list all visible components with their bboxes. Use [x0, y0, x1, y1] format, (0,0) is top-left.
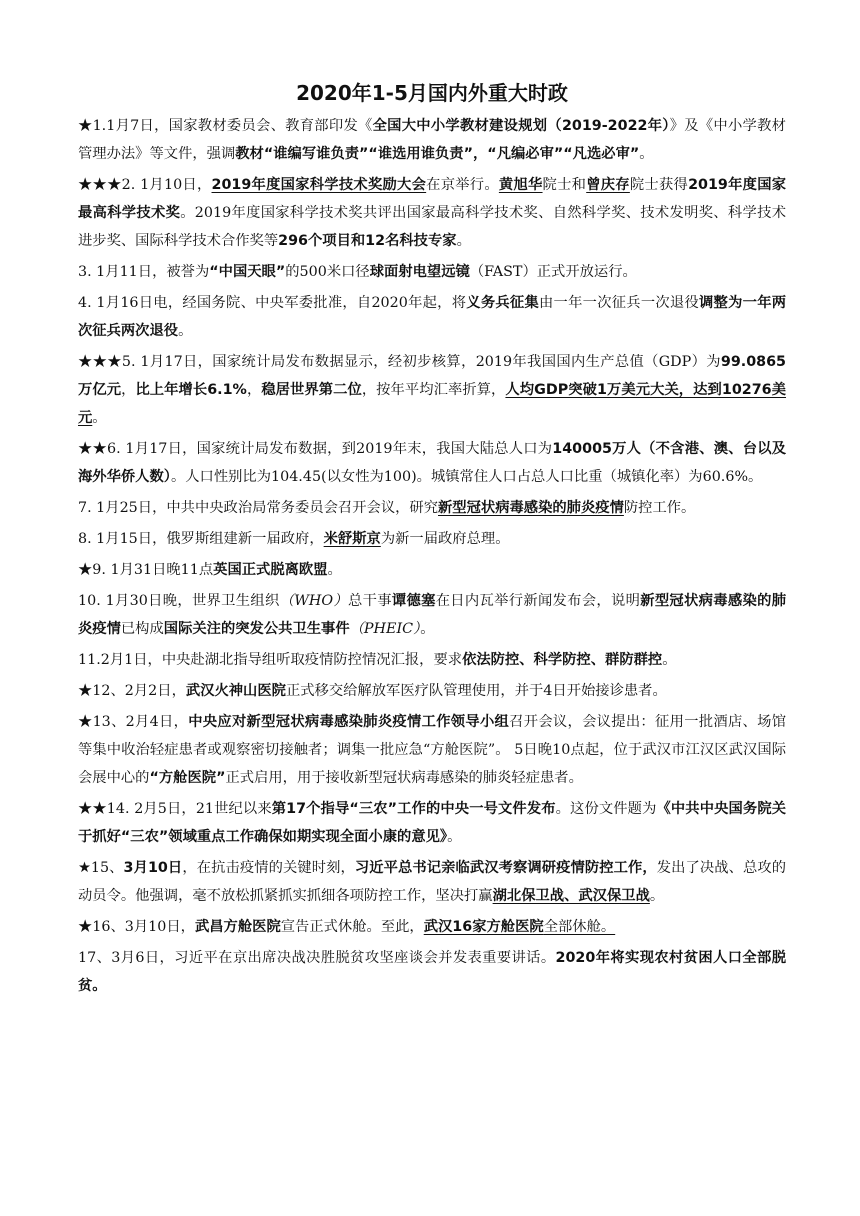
emphasis-text: 曾庆存 [586, 177, 630, 193]
body-text: 。 [420, 621, 435, 637]
body-text: 17、3月6日，习近平在京出席决战决胜脱贫攻坚座谈会并发表重要讲话。 [78, 950, 556, 966]
news-item [78, 854, 786, 910]
news-item [78, 258, 786, 286]
emphasis-text: 教材“谁编写谁负责”“谁选用谁负责”，“凡编必审”“凡选必审” [235, 146, 640, 162]
emphasis-text: 国际关注的突发公共卫生事件 [163, 621, 350, 637]
emphasis-text: 武昌方舱医院 [194, 919, 281, 935]
body-text: ★★14. 2月5日，21世纪以来 [78, 801, 272, 817]
body-text: 10. 1月30日晚，世界卫生组织 [78, 593, 280, 609]
news-item [78, 944, 786, 1000]
emphasis-text: 谭德塞 [391, 593, 436, 609]
news-item [78, 646, 786, 674]
emphasis-text: 第17个指导“三农”工作的中央一号文件发布 [271, 801, 556, 817]
news-item [78, 677, 786, 705]
body-text: 》及《中小学教材管理办法》等文件，强调 [78, 118, 786, 162]
body-text: 在日内瓦举行新闻发布会，说明 [435, 593, 641, 609]
emphasis-text: 中央应对新型冠状病毒感染肺炎疫情工作领导小组 [188, 714, 510, 730]
news-item [78, 348, 786, 432]
body-text: 。 [639, 146, 654, 162]
document-page [78, 78, 786, 1003]
body-text: （FAST）正式开放运行。 [469, 264, 637, 280]
body-text: 。 [327, 562, 342, 578]
body-text: ★★★2. 1月10日， [78, 177, 212, 193]
emphasis-text: 稳居世界第二位 [261, 382, 362, 398]
emphasis-text: 2019年度国家最高科学技术奖 [78, 177, 787, 221]
emphasis-text: 2020年将实现农村贫困人口全部脱贫。 [78, 950, 786, 994]
body-text: 。 [662, 652, 677, 668]
body-text: 。 [456, 233, 471, 249]
news-item [78, 556, 786, 584]
emphasis-text: 武汉16家方舱医院 [423, 919, 544, 935]
news-item [78, 795, 786, 851]
body-text: 在京举行。 [426, 177, 499, 193]
body-text: ★9. 1月31日晚11点 [78, 562, 214, 578]
emphasis-text: 米舒斯京 [323, 531, 381, 547]
emphasis-text: 球面射电望远镜 [369, 264, 470, 280]
body-text: 。 [92, 410, 107, 426]
emphasis-text: 武汉火神山医院 [185, 683, 286, 699]
body-text: ★1.1月7日，国家教材委员会、教育部印发《 [78, 118, 373, 134]
body-text: 。这份文件题为 [555, 801, 657, 817]
emphasis-text: 比上年增长6.1% [135, 382, 247, 398]
body-text: 。 [178, 323, 193, 339]
body-text: 召开会议，会议提出：征用一批酒店、场馆等集中收治轻症患者或观察密切接触者；调集一批应急“方舱医院”。 5日晚10点起，位于武汉市江汉区武汉国际会展中心的 [78, 714, 787, 786]
news-item [78, 289, 786, 345]
emphasis-text: 黄旭华 [498, 177, 543, 193]
body-text: 由一年一次征兵一次退役 [539, 295, 700, 311]
emphasis-text: 依法防控、科学防控、群防群控 [462, 652, 663, 668]
news-item [78, 587, 786, 643]
document-title: 2020年1-5月国内外重大时政 [296, 81, 568, 105]
body-text: ★★6. 1月17日，国家统计局发布数据，到2019年末，我国大陆总人口为 [78, 441, 553, 457]
body-text: ★16、3月10日， [78, 919, 195, 935]
emphasis-text: “中国天眼” [209, 264, 286, 280]
body-text: ， [246, 382, 262, 398]
news-item [78, 494, 786, 522]
body-text: 全部休舱。 [543, 919, 616, 935]
emphasis-text: 140005万人（不含港、澳、台以及海外华侨人数） [78, 441, 787, 485]
emphasis-text: 2019年度国家科学技术奖励大会 [211, 177, 427, 193]
body-text: 。 [649, 888, 665, 904]
emphasis-text: 《中共中央国务院关于抓好“三农”领域重点工作确保如期实现全面小康的意见》 [78, 801, 787, 845]
emphasis-text: 新型冠状病毒感染的肺炎疫情 [438, 500, 624, 516]
emphasis-text: 新型冠状病毒感染的肺炎疫情 [78, 593, 786, 637]
emphasis-text: 人均GDP突破1万美元大关，达到10276美元 [78, 382, 786, 426]
emphasis-text: 英国正式脱离欧盟 [213, 562, 328, 578]
news-item [78, 913, 786, 941]
news-item-list [78, 112, 786, 1000]
body-text: 。人口性别比为104.45(以女性为100)。城镇常住人口占总人口比重（城镇化率）为60.6%。 [170, 469, 763, 485]
news-item [78, 525, 786, 553]
body-text: 防控工作。 [623, 500, 696, 516]
emphasis-text: “方舱医院” [149, 770, 226, 786]
body-text: 为新一届政府总理。 [380, 531, 510, 547]
body-text: 4. 1月16日电，经国务院、中央军委批准，自2020年起，将 [78, 295, 467, 311]
news-item [78, 112, 786, 168]
news-item [78, 435, 786, 491]
body-text: ，按年平均汇率折算， [361, 382, 506, 398]
body-text: 3. 1月11日，被誉为 [78, 264, 210, 280]
body-text: 的500米口径 [285, 264, 370, 280]
body-text: 7. 1月25日，中共中央政治局常务委员会召开会议，研究 [78, 500, 439, 516]
body-text: ， [121, 382, 136, 398]
body-text: 院士和 [542, 177, 587, 193]
body-text: 院士获得 [629, 177, 689, 193]
body-text: 正式启用，用于接收新型冠状病毒感染的肺炎轻症患者。 [225, 770, 583, 786]
body-text: 宣告正式休舱。至此， [280, 919, 424, 935]
body-text: 发出了决战、总攻的动员令。他强调，毫不放松抓紧抓实抓细各项防控工作，坚决打赢 [78, 860, 787, 904]
emphasis-text: 3月10日 [123, 860, 183, 876]
body-text: 已构成 [120, 621, 164, 637]
body-text: ，在抗击疫情的关键时刻， [182, 860, 355, 876]
body-text: ★15、 [78, 860, 124, 876]
body-text: （WHO） [279, 593, 349, 609]
body-text: 正式移交给解放军医疗队管理使用，并于4日开始接诊患者。 [285, 683, 667, 699]
news-item [78, 171, 786, 255]
body-text: ★★★5. 1月17日，国家统计局发布数据显示，经初步核算，2019年我国国内生产总值（GDP）为 [78, 354, 721, 370]
body-text: 。2019年度国家科学技术奖共评出国家最高科学技术奖、自然科学奖、技术发明奖、科学技术进步奖、国际科学技术合作奖等 [78, 205, 786, 249]
emphasis-text: 调整为一年两次征兵两次退役 [78, 295, 787, 339]
emphasis-text: 296个项目和12名科技专家 [278, 233, 457, 249]
emphasis-text: 99.0865万亿元 [78, 354, 786, 398]
news-item [78, 708, 786, 792]
body-text: ★13、2月4日， [78, 714, 189, 730]
body-text: 总干事 [348, 593, 392, 609]
emphasis-text: 习近平总书记亲临武汉考察调研疫情防控工作， [354, 860, 657, 876]
emphasis-text: 湖北保卫战、武汉保卫战 [492, 888, 650, 904]
body-text: （PHEIC） [349, 621, 421, 637]
body-text: ★12、2月2日， [78, 683, 186, 699]
body-text: 。 [447, 829, 462, 845]
body-text: 8. 1月15日，俄罗斯组建新一届政府， [78, 531, 324, 547]
emphasis-text: 全国大中小学教材建设规划（2019-2022年） [372, 118, 670, 134]
emphasis-text: 义务兵征集 [466, 295, 540, 311]
body-text: 11.2月1日，中央赴湖北指导组听取疫情防控情况汇报，要求 [78, 652, 463, 668]
